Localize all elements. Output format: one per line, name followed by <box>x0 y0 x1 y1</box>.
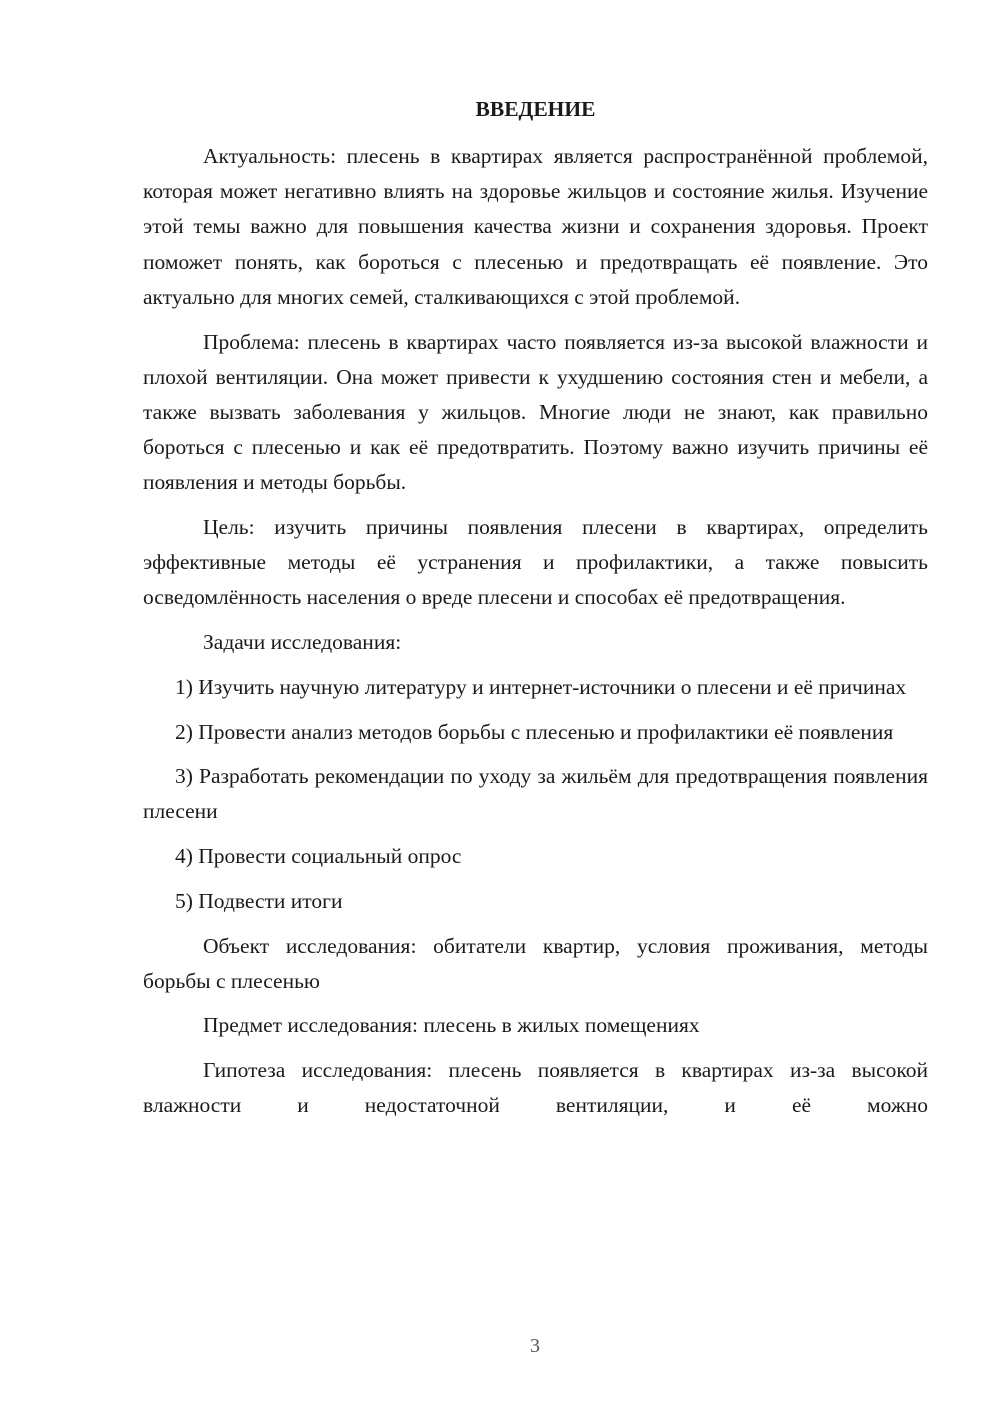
relevance-paragraph: Актуальность: плесень в квартирах является распространённой проблемой, которая может негативно влиять на здоровье жильцов и состояние жилья. Изучение этой темы важно для повышения качества жизни и сохранения здоровья. Проект поможет понять, как бороться с плесенью и предотвращать её появление. Это актуально для многих семей, сталкивающихся с этой проблемой. <box>143 144 928 309</box>
problem-paragraph: Проблема: плесень в квартирах часто появляется из-за высокой влажности и плохой вентиляции. Она может привести к ухудшению состояния стен и мебели, а также вызвать заболевания у жильцов. Многие люди не знают, как правильно бороться с плесенью и как её предотвратить. Поэтому важно изучить причины её появления и методы борьбы. <box>143 329 928 495</box>
goal-paragraph: Цель: изучить причины появления плесени в квартирах, определить эффективные методы её устранения и профилактики, а также повысить осведомлённость населения о вреде плесени и способах её предотвращения. <box>143 515 928 610</box>
section-title: ВВЕДЕНИЕ <box>475 97 596 121</box>
hypothesis-paragraph: Гипотеза исследования: плесень появляется в квартирах из-за высокой влажности и недостаточной вентиляции, и её можно <box>143 1058 928 1118</box>
document-page <box>143 92 928 1133</box>
object-paragraph: Объект исследования: обитатели квартир, условия проживания, методы борьбы с плесенью <box>143 933 928 993</box>
task-item-4: 4) Провести социальный опрос <box>175 844 462 869</box>
tasks-heading: Задачи исследования: <box>203 630 402 655</box>
task-item-3: 3) Разработать рекомендации по уходу за жильём для предотвращения появления плесени <box>143 764 928 824</box>
subject-paragraph: Предмет исследования: плесень в жилых помещениях <box>203 1013 700 1038</box>
page-number: 3 <box>530 1335 540 1357</box>
task-item-5: 5) Подвести итоги <box>175 888 343 913</box>
task-item-1: 1) Изучить научную литературу и интернет-источники о плесени и её причинах <box>175 674 907 699</box>
task-item-2: 2) Провести анализ методов борьбы с плесенью и профилактики её появления <box>175 719 894 744</box>
